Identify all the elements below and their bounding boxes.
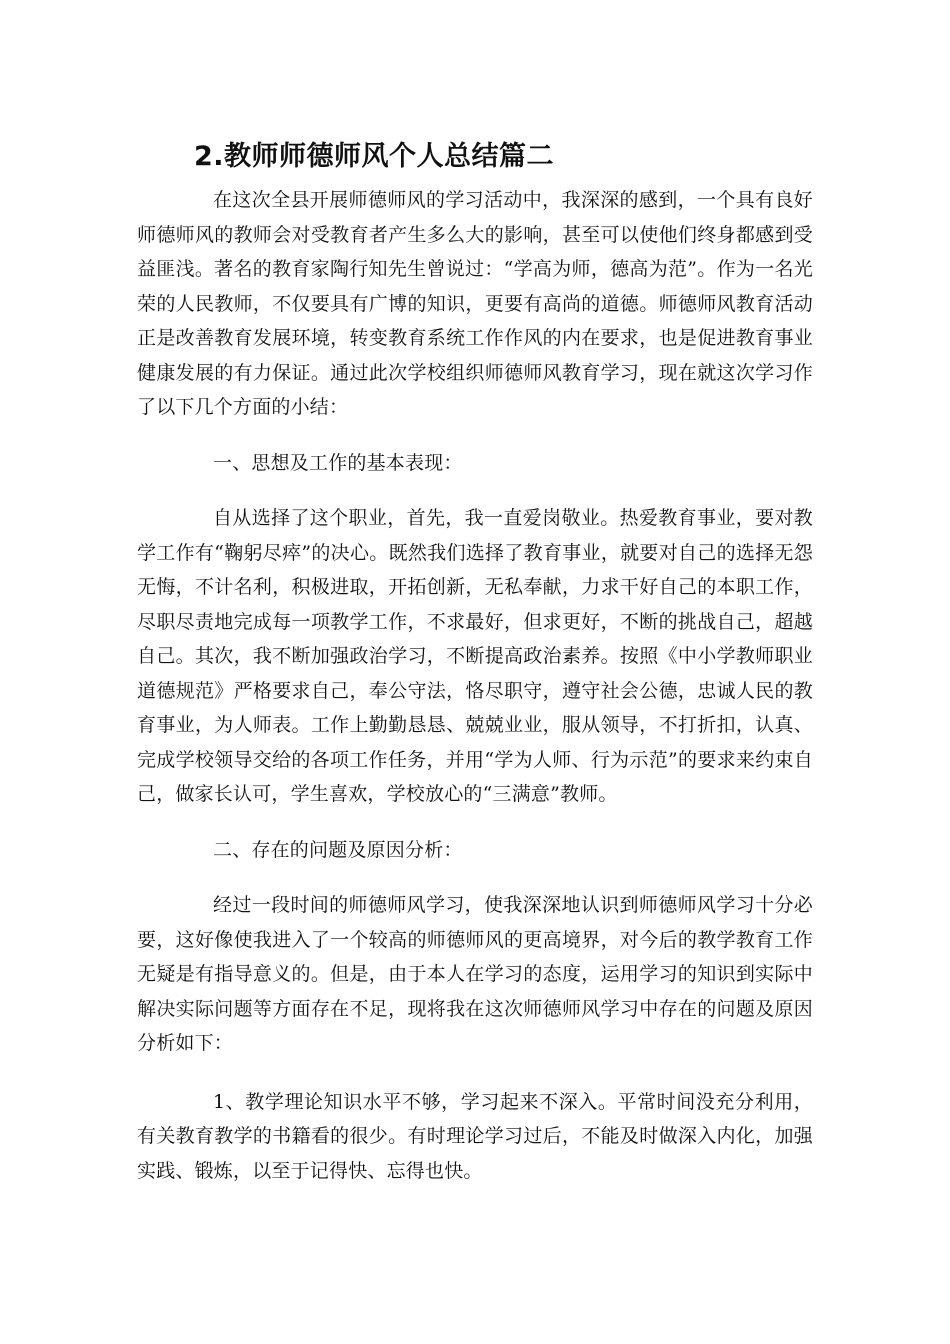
document-title: 2.教师师德师风个人总结篇二 xyxy=(194,141,555,172)
intro-paragraph: 在这次全县开展师德师风的学习活动中，我深深的感到，一个具有良好师德师风的教师会对受教育者产生多么大的影响，甚至可以使他们终身都感到受益匪浅。著名的教育家陶行知先生曾说过：“学高为师，德高为范”。作为一名光荣的人民教师，不仅要具有广博的知识，更要有高尚的道德。师德师风教育活动正是改善教育发展环境，转变教育系统工作作风的内在要求，也是促进教育事业健康发展的有力保证。通过此次学校组织师德师风教育学习，现在就这次学习作了以下几个方面的小结： xyxy=(137,189,813,418)
document-body xyxy=(137,183,813,1188)
section-1-paragraph: 自从选择了这个职业，首先，我一直爱岗敬业。热爱教育事业，要对教学工作有“鞠躬尽瘁”的决心。既然我们选择了教育事业，就要对自己的选择无怨无悔，不计名利，积极进取，开拓创新，无私奉献，力求干好自己的本职工作，尽职尽责地完成每一项教学工作，不求最好，但求更好，不断的挑战自己，超越自己。其次，我不断加强政治学习，不断提高政治素养。按照《中小学教师职业道德规范》严格要求自己，奉公守法，恪尽职守，遵守社会公德，忠诚人民的教育事业，为人师表。工作上勤勤恳恳、兢兢业业，服从领导，不打折扣，认真、完成学校领导交给的各项工作任务，并用“学为人师、行为示范”的要求来约束自己，做家长认可，学生喜欢，学校放心的“三满意”教师。 xyxy=(137,507,813,805)
section-2-paragraph: 经过一段时间的师德师风学习，使我深深地认识到师德师风学习十分必要，这好像使我进入了一个较高的师德师风的更高境界，对今后的教学教育工作无疑是有指导意义的。但是，由于本人在学习的态度，运用学习的知识到实际中解决实际问题等方面存在不足，现将我在这次师德师风学习中存在的问题及原因分析如下： xyxy=(137,894,813,1054)
section-heading-1: 一、思想及工作的基本表现： xyxy=(213,451,463,474)
problem-item-1: 1、教学理论知识水平不够，学习起来不深入。平常时间没充分利用，有关教育教学的书籍看的很少。有时理论学习过后，不能及时做深入内化，加强实践、锻炼，以至于记得快、忘得也快。 xyxy=(137,1090,813,1182)
section-heading-2: 二、存在的问题及原因分析： xyxy=(213,838,463,861)
